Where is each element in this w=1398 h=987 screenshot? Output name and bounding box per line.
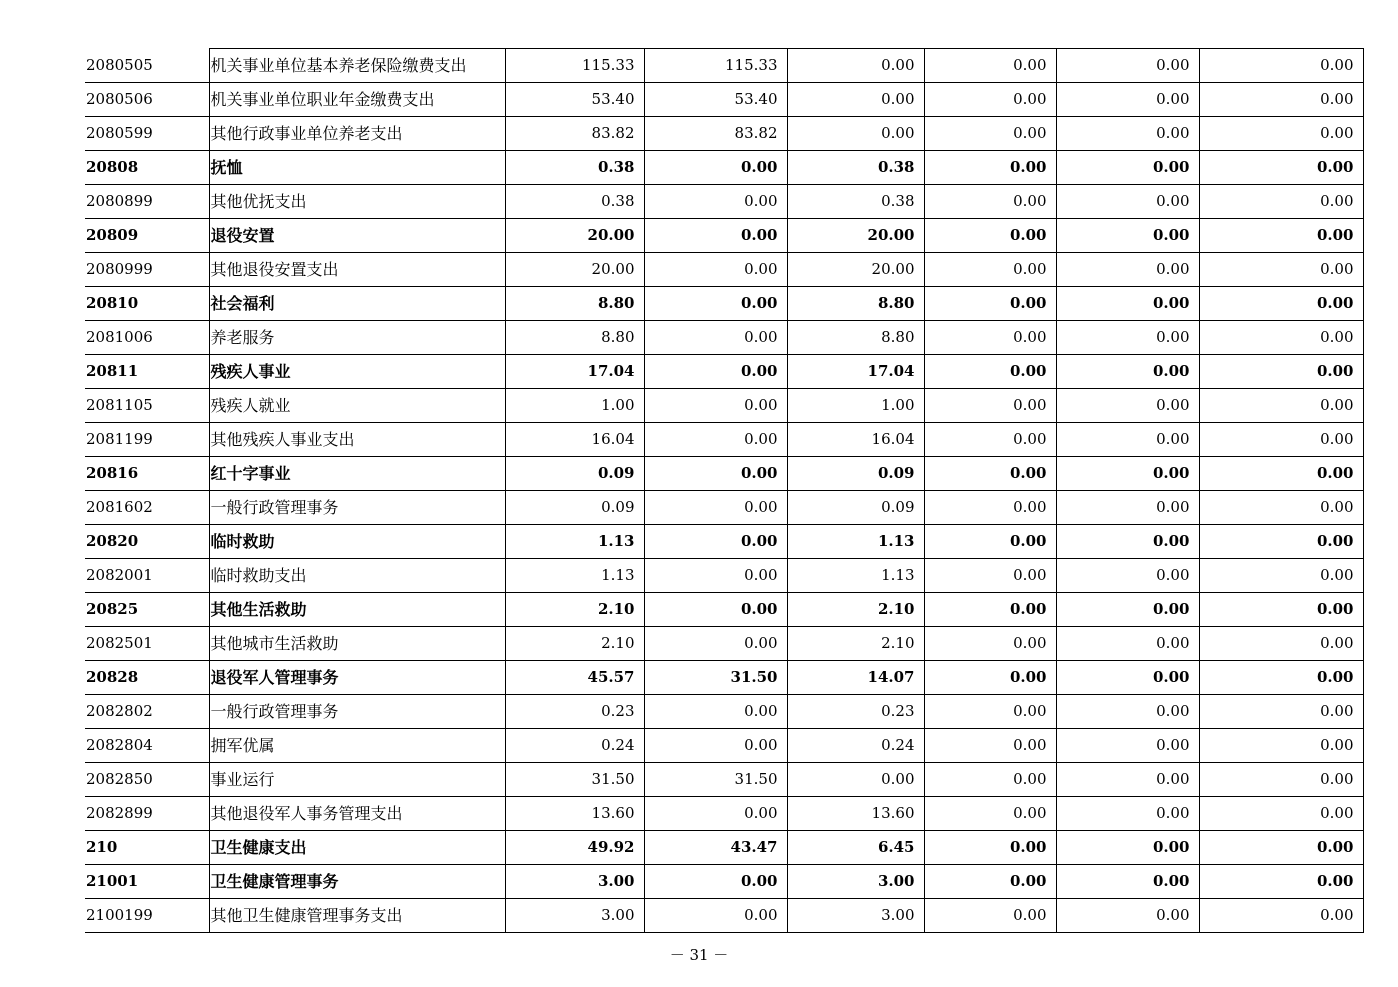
row-code: 20828 [85, 661, 209, 695]
row-amount-5: 0.00 [1056, 151, 1199, 185]
table-row [85, 151, 1363, 185]
row-amount-4: 0.00 [924, 661, 1056, 695]
table-row [85, 423, 1363, 457]
row-name: 残疾人就业 [209, 389, 505, 423]
row-amount-2: 0.00 [644, 797, 787, 831]
row-amount-2: 0.00 [644, 355, 787, 389]
row-amount-4: 0.00 [924, 117, 1056, 151]
row-amount-4: 0.00 [924, 219, 1056, 253]
row-amount-4: 0.00 [924, 763, 1056, 797]
row-amount-1: 115.33 [505, 49, 644, 83]
row-name: 临时救助 [209, 525, 505, 559]
row-name: 其他退役军人事务管理支出 [209, 797, 505, 831]
row-amount-1: 1.00 [505, 389, 644, 423]
row-amount-6: 0.00 [1199, 899, 1363, 933]
row-amount-2: 0.00 [644, 559, 787, 593]
row-amount-6: 0.00 [1199, 593, 1363, 627]
table-row [85, 117, 1363, 151]
row-amount-2: 0.00 [644, 185, 787, 219]
row-amount-1: 17.04 [505, 355, 644, 389]
row-name: 社会福利 [209, 287, 505, 321]
row-amount-3: 8.80 [787, 287, 924, 321]
row-code: 2082001 [85, 559, 209, 593]
table-row [85, 321, 1363, 355]
row-amount-4: 0.00 [924, 457, 1056, 491]
row-name: 抚恤 [209, 151, 505, 185]
row-amount-4: 0.00 [924, 355, 1056, 389]
row-amount-4: 0.00 [924, 389, 1056, 423]
row-amount-5: 0.00 [1056, 49, 1199, 83]
row-amount-3: 6.45 [787, 831, 924, 865]
table-row [85, 253, 1363, 287]
row-amount-5: 0.00 [1056, 185, 1199, 219]
row-amount-3: 3.00 [787, 865, 924, 899]
row-name: 一般行政管理事务 [209, 695, 505, 729]
row-amount-1: 8.80 [505, 321, 644, 355]
table-row [85, 457, 1363, 491]
row-amount-4: 0.00 [924, 151, 1056, 185]
row-amount-1: 45.57 [505, 661, 644, 695]
row-amount-4: 0.00 [924, 695, 1056, 729]
row-amount-3: 20.00 [787, 219, 924, 253]
row-amount-1: 20.00 [505, 219, 644, 253]
row-amount-4: 0.00 [924, 525, 1056, 559]
row-amount-3: 1.00 [787, 389, 924, 423]
row-code: 2100199 [85, 899, 209, 933]
row-amount-5: 0.00 [1056, 491, 1199, 525]
row-amount-2: 0.00 [644, 865, 787, 899]
row-amount-4: 0.00 [924, 491, 1056, 525]
table-row [85, 559, 1363, 593]
row-amount-1: 20.00 [505, 253, 644, 287]
budget-table [85, 48, 1364, 933]
row-amount-3: 2.10 [787, 593, 924, 627]
row-amount-6: 0.00 [1199, 185, 1363, 219]
row-amount-3: 0.24 [787, 729, 924, 763]
row-amount-4: 0.00 [924, 287, 1056, 321]
table-row [85, 865, 1363, 899]
row-amount-3: 0.38 [787, 185, 924, 219]
row-amount-5: 0.00 [1056, 763, 1199, 797]
row-code: 20811 [85, 355, 209, 389]
row-name: 卫生健康管理事务 [209, 865, 505, 899]
row-amount-6: 0.00 [1199, 151, 1363, 185]
table-row [85, 287, 1363, 321]
row-amount-2: 0.00 [644, 389, 787, 423]
row-amount-3: 0.23 [787, 695, 924, 729]
row-amount-4: 0.00 [924, 83, 1056, 117]
row-code: 2080599 [85, 117, 209, 151]
row-amount-2: 43.47 [644, 831, 787, 865]
row-name: 机关事业单位职业年金缴费支出 [209, 83, 505, 117]
row-amount-6: 0.00 [1199, 831, 1363, 865]
row-amount-5: 0.00 [1056, 559, 1199, 593]
table-row [85, 185, 1363, 219]
row-name: 其他城市生活救助 [209, 627, 505, 661]
row-code: 2081602 [85, 491, 209, 525]
row-amount-2: 31.50 [644, 661, 787, 695]
row-amount-4: 0.00 [924, 559, 1056, 593]
row-amount-5: 0.00 [1056, 729, 1199, 763]
row-name: 其他优抚支出 [209, 185, 505, 219]
row-code: 2082802 [85, 695, 209, 729]
row-code: 20825 [85, 593, 209, 627]
row-amount-1: 53.40 [505, 83, 644, 117]
row-amount-4: 0.00 [924, 321, 1056, 355]
row-amount-6: 0.00 [1199, 661, 1363, 695]
row-amount-3: 0.38 [787, 151, 924, 185]
row-amount-1: 8.80 [505, 287, 644, 321]
table-row [85, 83, 1363, 117]
row-amount-4: 0.00 [924, 423, 1056, 457]
table-row [85, 627, 1363, 661]
row-code: 2081199 [85, 423, 209, 457]
row-amount-3: 0.00 [787, 49, 924, 83]
table-row [85, 525, 1363, 559]
row-amount-1: 0.38 [505, 151, 644, 185]
row-amount-2: 0.00 [644, 525, 787, 559]
table-row [85, 695, 1363, 729]
row-amount-5: 0.00 [1056, 831, 1199, 865]
row-amount-5: 0.00 [1056, 219, 1199, 253]
row-name: 其他退役安置支出 [209, 253, 505, 287]
row-amount-5: 0.00 [1056, 525, 1199, 559]
row-code: 2082804 [85, 729, 209, 763]
row-amount-5: 0.00 [1056, 423, 1199, 457]
row-amount-6: 0.00 [1199, 695, 1363, 729]
row-amount-3: 0.00 [787, 117, 924, 151]
row-code: 2080899 [85, 185, 209, 219]
table-row [85, 797, 1363, 831]
table-row [85, 661, 1363, 695]
row-name: 红十字事业 [209, 457, 505, 491]
row-code: 2082501 [85, 627, 209, 661]
row-amount-5: 0.00 [1056, 389, 1199, 423]
row-amount-1: 0.09 [505, 457, 644, 491]
row-amount-4: 0.00 [924, 831, 1056, 865]
row-name: 机关事业单位基本养老保险缴费支出 [209, 49, 505, 83]
table-row [85, 491, 1363, 525]
row-amount-1: 49.92 [505, 831, 644, 865]
row-amount-5: 0.00 [1056, 457, 1199, 491]
row-amount-3: 20.00 [787, 253, 924, 287]
row-amount-4: 0.00 [924, 185, 1056, 219]
table-row [85, 355, 1363, 389]
row-amount-1: 16.04 [505, 423, 644, 457]
row-amount-6: 0.00 [1199, 457, 1363, 491]
row-amount-2: 53.40 [644, 83, 787, 117]
row-amount-1: 13.60 [505, 797, 644, 831]
row-amount-2: 0.00 [644, 695, 787, 729]
row-amount-2: 0.00 [644, 899, 787, 933]
row-amount-1: 0.38 [505, 185, 644, 219]
row-amount-1: 0.24 [505, 729, 644, 763]
row-amount-3: 1.13 [787, 525, 924, 559]
row-code: 2082899 [85, 797, 209, 831]
table-row [85, 729, 1363, 763]
row-amount-2: 0.00 [644, 219, 787, 253]
row-amount-6: 0.00 [1199, 117, 1363, 151]
table-row [85, 763, 1363, 797]
row-amount-1: 2.10 [505, 593, 644, 627]
row-amount-3: 1.13 [787, 559, 924, 593]
row-amount-2: 0.00 [644, 491, 787, 525]
page-number: － 31 － [669, 946, 729, 964]
row-amount-6: 0.00 [1199, 525, 1363, 559]
row-amount-1: 1.13 [505, 559, 644, 593]
row-amount-4: 0.00 [924, 797, 1056, 831]
row-amount-1: 83.82 [505, 117, 644, 151]
row-amount-3: 3.00 [787, 899, 924, 933]
row-amount-5: 0.00 [1056, 797, 1199, 831]
row-amount-2: 0.00 [644, 457, 787, 491]
row-code: 20820 [85, 525, 209, 559]
row-amount-3: 16.04 [787, 423, 924, 457]
row-amount-6: 0.00 [1199, 491, 1363, 525]
row-code: 2082850 [85, 763, 209, 797]
table-row [85, 49, 1363, 83]
row-name: 拥军优属 [209, 729, 505, 763]
row-amount-6: 0.00 [1199, 797, 1363, 831]
row-amount-1: 0.09 [505, 491, 644, 525]
row-amount-5: 0.00 [1056, 287, 1199, 321]
row-amount-1: 3.00 [505, 865, 644, 899]
row-amount-3: 17.04 [787, 355, 924, 389]
row-amount-1: 0.23 [505, 695, 644, 729]
row-amount-6: 0.00 [1199, 253, 1363, 287]
row-amount-5: 0.00 [1056, 321, 1199, 355]
row-amount-6: 0.00 [1199, 865, 1363, 899]
row-amount-3: 8.80 [787, 321, 924, 355]
row-amount-1: 31.50 [505, 763, 644, 797]
row-amount-4: 0.00 [924, 253, 1056, 287]
row-code: 2080999 [85, 253, 209, 287]
row-code: 20816 [85, 457, 209, 491]
row-code: 20809 [85, 219, 209, 253]
row-amount-4: 0.00 [924, 49, 1056, 83]
row-amount-3: 0.09 [787, 457, 924, 491]
row-code: 20810 [85, 287, 209, 321]
row-amount-2: 0.00 [644, 321, 787, 355]
row-amount-2: 0.00 [644, 593, 787, 627]
row-name: 其他残疾人事业支出 [209, 423, 505, 457]
row-amount-2: 0.00 [644, 287, 787, 321]
row-amount-3: 2.10 [787, 627, 924, 661]
row-amount-1: 2.10 [505, 627, 644, 661]
table-row [85, 593, 1363, 627]
row-amount-5: 0.00 [1056, 83, 1199, 117]
row-amount-4: 0.00 [924, 865, 1056, 899]
table-row [85, 219, 1363, 253]
row-amount-6: 0.00 [1199, 389, 1363, 423]
row-amount-2: 31.50 [644, 763, 787, 797]
row-amount-6: 0.00 [1199, 559, 1363, 593]
row-amount-5: 0.00 [1056, 899, 1199, 933]
row-amount-4: 0.00 [924, 899, 1056, 933]
row-amount-6: 0.00 [1199, 83, 1363, 117]
row-amount-5: 0.00 [1056, 865, 1199, 899]
table-row [85, 831, 1363, 865]
row-amount-6: 0.00 [1199, 49, 1363, 83]
table-row [85, 899, 1363, 933]
row-amount-4: 0.00 [924, 729, 1056, 763]
row-amount-1: 1.13 [505, 525, 644, 559]
row-name: 退役军人管理事务 [209, 661, 505, 695]
row-amount-5: 0.00 [1056, 117, 1199, 151]
row-code: 2080506 [85, 83, 209, 117]
row-amount-5: 0.00 [1056, 695, 1199, 729]
row-amount-2: 0.00 [644, 729, 787, 763]
row-amount-2: 83.82 [644, 117, 787, 151]
row-amount-2: 115.33 [644, 49, 787, 83]
table-body [85, 49, 1363, 933]
row-amount-6: 0.00 [1199, 355, 1363, 389]
row-code: 2081006 [85, 321, 209, 355]
row-amount-3: 14.07 [787, 661, 924, 695]
row-name: 卫生健康支出 [209, 831, 505, 865]
row-code: 210 [85, 831, 209, 865]
row-name: 养老服务 [209, 321, 505, 355]
row-amount-3: 0.00 [787, 83, 924, 117]
table-row [85, 389, 1363, 423]
row-amount-6: 0.00 [1199, 763, 1363, 797]
row-amount-5: 0.00 [1056, 355, 1199, 389]
row-amount-3: 0.09 [787, 491, 924, 525]
row-amount-6: 0.00 [1199, 423, 1363, 457]
row-name: 一般行政管理事务 [209, 491, 505, 525]
row-name: 退役安置 [209, 219, 505, 253]
row-name: 残疾人事业 [209, 355, 505, 389]
row-amount-5: 0.00 [1056, 661, 1199, 695]
row-name: 其他生活救助 [209, 593, 505, 627]
row-name: 临时救助支出 [209, 559, 505, 593]
row-amount-5: 0.00 [1056, 627, 1199, 661]
row-amount-6: 0.00 [1199, 627, 1363, 661]
row-amount-5: 0.00 [1056, 593, 1199, 627]
row-amount-2: 0.00 [644, 423, 787, 457]
row-amount-3: 0.00 [787, 763, 924, 797]
row-amount-6: 0.00 [1199, 321, 1363, 355]
row-name: 事业运行 [209, 763, 505, 797]
row-amount-4: 0.00 [924, 627, 1056, 661]
row-amount-2: 0.00 [644, 151, 787, 185]
row-code: 2080505 [85, 49, 209, 83]
row-name: 其他卫生健康管理事务支出 [209, 899, 505, 933]
row-amount-6: 0.00 [1199, 729, 1363, 763]
row-amount-6: 0.00 [1199, 287, 1363, 321]
row-code: 20808 [85, 151, 209, 185]
row-amount-6: 0.00 [1199, 219, 1363, 253]
row-amount-4: 0.00 [924, 593, 1056, 627]
row-amount-3: 13.60 [787, 797, 924, 831]
row-code: 21001 [85, 865, 209, 899]
row-amount-1: 3.00 [505, 899, 644, 933]
row-amount-2: 0.00 [644, 627, 787, 661]
row-code: 2081105 [85, 389, 209, 423]
row-amount-5: 0.00 [1056, 253, 1199, 287]
row-name: 其他行政事业单位养老支出 [209, 117, 505, 151]
row-amount-2: 0.00 [644, 253, 787, 287]
